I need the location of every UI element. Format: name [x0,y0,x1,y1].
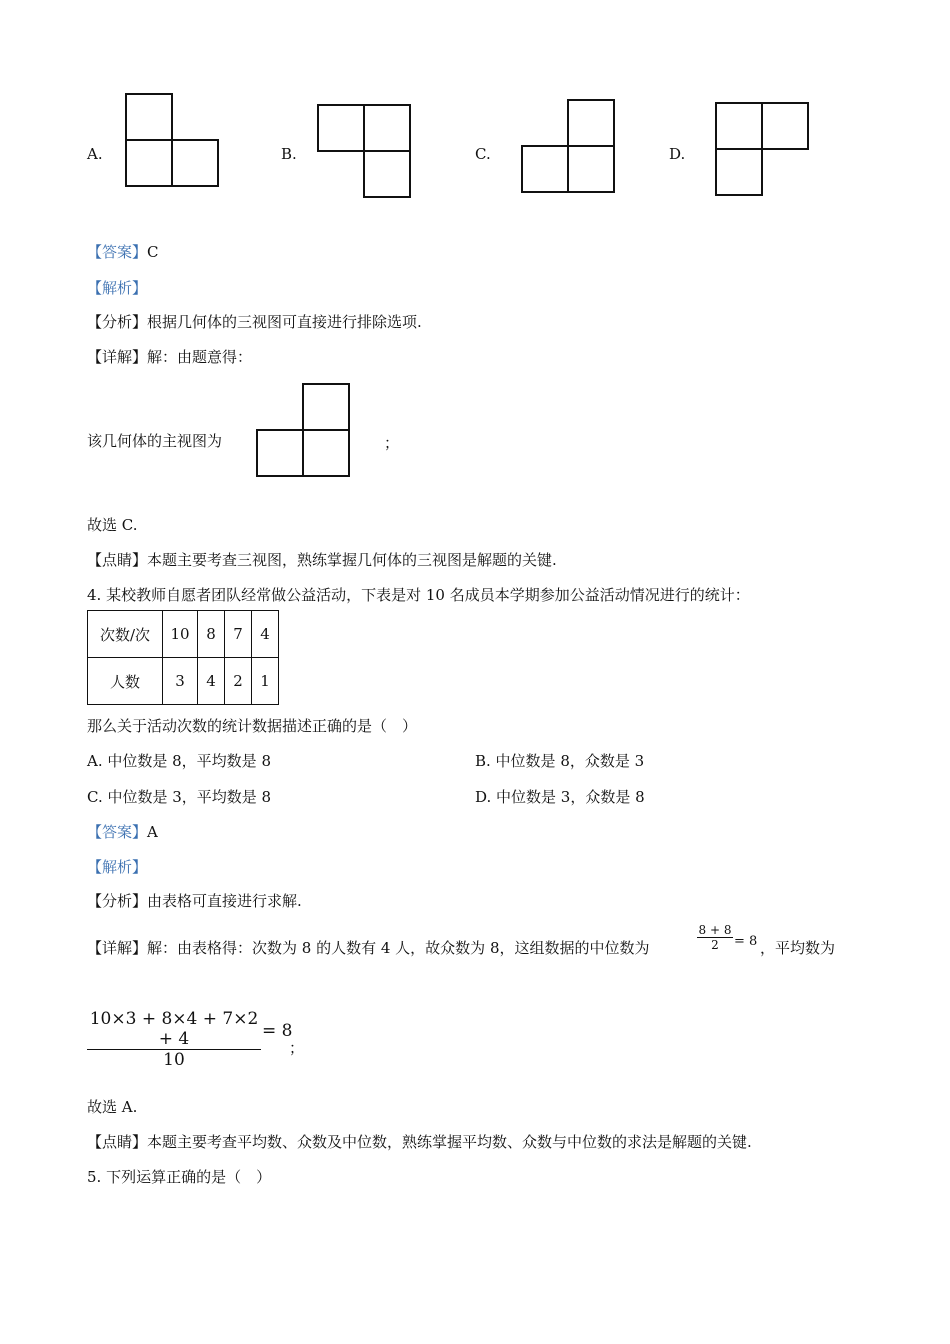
dianjing-text: 本题主要考查平均数、众数及中位数，熟练掌握平均数、众数与中位数的求法是解题的关键. [147,1133,752,1151]
median-denominator: 2 [711,938,719,952]
table-header-cell: 次数/次 [88,611,163,658]
fenxi-tag: 【分析】 [87,892,148,910]
square [125,93,173,141]
q4-option-a: A. 中位数是 8，平均数是 8 [87,752,271,770]
mean-numerator: 10×3 + 8×4 + 7×2 + 4 [89,1009,259,1049]
median-fraction [697,923,733,952]
mean-tail: ； [289,1039,305,1057]
square [715,148,763,196]
table-cell: 8 [198,611,225,658]
analysis-tag: 【解析】 [87,279,148,297]
main-view-text: 该几何体的主视图为 [87,432,223,450]
square [567,145,615,193]
fenxi-tag: 【分析】 [87,313,148,331]
xiangjie-text: 解：由题意得： [147,348,253,366]
fenxi-text: 由表格可直接进行求解. [147,892,302,910]
table-row [88,658,279,705]
square [715,102,763,150]
dianjing-text: 本题主要考查三视图，熟练掌握几何体的三视图是解题的关键. [147,551,557,569]
q4-option-b: B. 中位数是 8，众数是 3 [475,752,645,770]
table-cell: 7 [225,611,252,658]
q3-answer [87,241,159,262]
q4-analysis-heading [87,856,147,877]
table-cell: 4 [198,658,225,705]
xiangjie-tag: 【详解】 [87,939,148,957]
table-cell: 3 [163,658,198,705]
q3-analysis-heading [87,277,147,298]
answer-value: A [147,823,158,841]
square [171,139,219,187]
dianjing-tag: 【点睛】 [87,551,148,569]
q4-question: 那么关于活动次数的统计数据描述正确的是（ ） [87,717,418,735]
option-c-label: C. [475,145,491,163]
mean-denominator: 10 [163,1050,185,1070]
stats-table [87,610,279,705]
dianjing-tag: 【点睛】 [87,1133,148,1151]
xiangjie-text2: ，平均数为 [760,939,836,957]
square [521,145,569,193]
q3-xiangjie [87,346,252,367]
option-d-label: D. [669,145,686,163]
median-numerator: 8 + 8 [698,923,732,937]
q3-choose: 故选 C. [87,516,138,534]
square [567,99,615,147]
square [363,104,411,152]
mean-equals: = 8 [262,1021,293,1041]
table-row [88,611,279,658]
square [317,104,365,152]
square [302,383,350,431]
q4-option-c: C. 中位数是 3，平均数是 8 [87,788,272,806]
q4-answer [87,821,158,842]
table-header-cell: 人数 [88,658,163,705]
square [125,139,173,187]
square [302,429,350,477]
answer-value: C [147,243,159,261]
q4-fenxi [87,890,302,911]
q4-xiangjie [87,937,650,958]
median-equals: = 8 [734,934,758,949]
table-cell: 1 [252,658,279,705]
q4-choose: 故选 A. [87,1098,138,1116]
option-a-label: A. [87,145,103,163]
xiangjie-text: 解：由表格得：次数为 8 的人数有 4 人，故众数为 8，这组数据的中位数为 [147,939,650,957]
fenxi-text: 根据几何体的三视图可直接进行排除选项. [147,313,422,331]
table-cell: 4 [252,611,279,658]
square [761,102,809,150]
main-view-tail: ； [384,434,400,452]
q5-stem: 5. 下列运算正确的是（ ） [87,1168,272,1186]
q4-stem: 4. 某校教师自愿者团队经常做公益活动，下表是对 10 名成员本学期参加公益活动情况进行的统计： [87,586,750,604]
answer-tag: 【答案】 [87,243,148,261]
q4-option-d: D. 中位数是 3，众数是 8 [475,788,645,806]
q3-fenxi [87,311,422,332]
square [256,429,304,477]
q3-dianjing [87,549,557,570]
analysis-tag: 【解析】 [87,858,148,876]
answer-tag: 【答案】 [87,823,148,841]
table-cell: 10 [163,611,198,658]
mean-fraction [87,1009,261,1070]
square [363,150,411,198]
table-cell: 2 [225,658,252,705]
option-b-label: B. [281,145,297,163]
xiangjie-tag: 【详解】 [87,348,148,366]
q4-dianjing [87,1131,752,1152]
